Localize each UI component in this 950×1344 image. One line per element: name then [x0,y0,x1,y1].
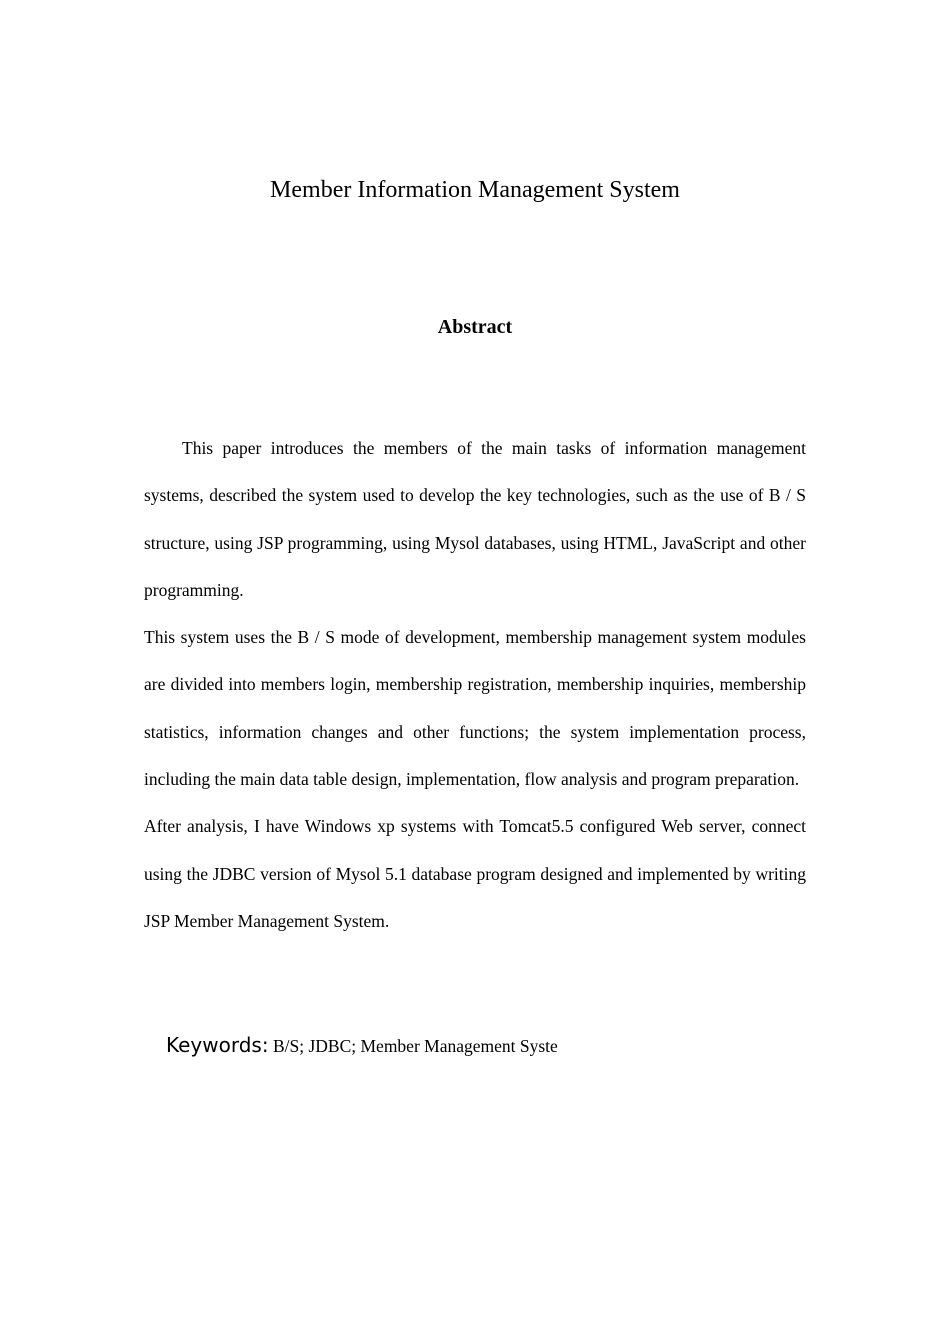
keywords-line [166,1027,558,1064]
abstract-heading: Abstract [437,316,513,338]
abstract-paragraph: This paper introduces the members of the main tasks of information management systems, described the system used to develop the key technologies, such as the use of B / S structure, using JSP programming, using Mysol databases, using HTML, JavaScript and other programming. [144,438,806,600]
document-title: Member Information Management System [270,177,680,203]
abstract-paragraph: After analysis, I have Windows xp systems with Tomcat5.5 configured Web server, connect using the JDBC version of Mysol 5.1 database program designed and implemented by writing JSP Member Management System. [144,816,806,931]
keywords-label: Keywords: [166,1033,269,1057]
abstract-body [144,425,806,945]
abstract-paragraph: This system uses the B / S mode of development, membership management system modules are divided into members login, membership registration, membership inquiries, membership statistics, information changes and other functions; the system implementation process, including the main data table design, implementation, flow analysis and program preparation. [144,627,806,790]
keywords-value: B/S; JDBC; Member Management Syste [272,1036,558,1056]
